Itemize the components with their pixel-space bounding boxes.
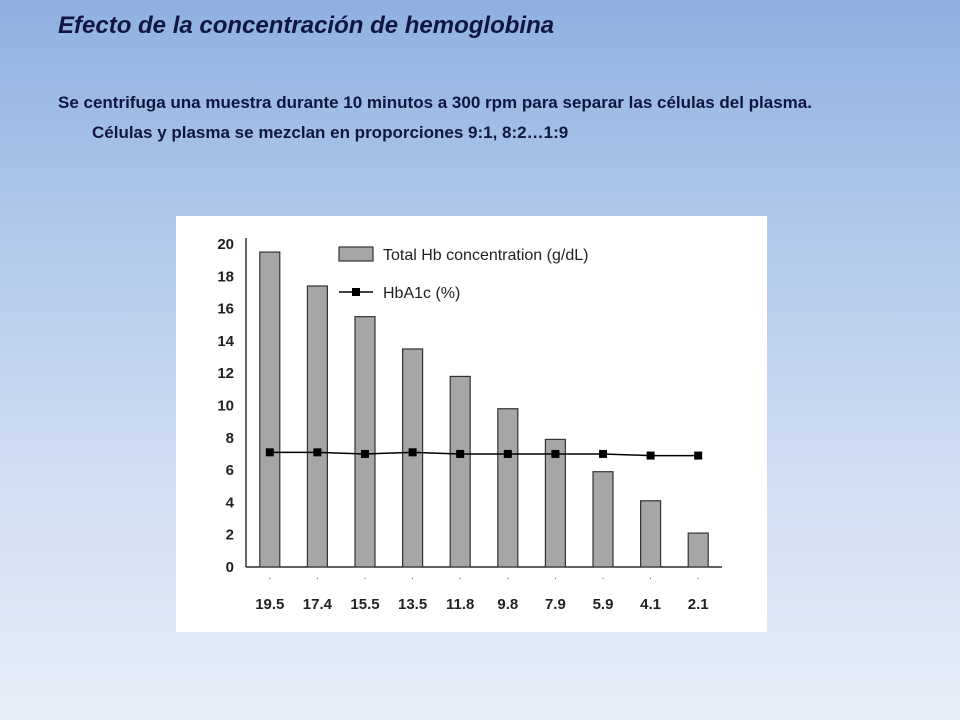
hba1c-point <box>694 452 702 460</box>
legend-line-marker <box>352 288 360 296</box>
x-tick-mark: · <box>268 573 272 584</box>
hba1c-point <box>504 450 512 458</box>
y-tick-label: 14 <box>217 332 234 350</box>
hba1c-point <box>266 448 274 456</box>
x-tick-mark: · <box>601 573 605 584</box>
hba1c-point <box>361 450 369 458</box>
bar <box>641 501 661 567</box>
x-tick-label: 7.9 <box>544 596 566 613</box>
x-tick-label: 9.8 <box>497 596 519 613</box>
bar <box>403 349 423 567</box>
x-tick-label: 13.5 <box>397 596 428 613</box>
x-tick-mark: · <box>696 573 700 584</box>
y-tick-label: 8 <box>225 429 234 447</box>
procedure-paragraph: Se centrifuga una muestra durante 10 minutos a 300 rpm para separar las células del plasma. <box>58 93 812 112</box>
x-tick-mark: · <box>648 573 653 584</box>
mixing-paragraph: Células y plasma se mezclan en proporciones 9:1, 8:2…1:9 <box>92 122 569 142</box>
chart-container <box>176 216 767 632</box>
hba1c-point <box>599 450 607 458</box>
y-tick-label: 2 <box>225 526 234 544</box>
x-tick-mark: · <box>363 573 367 584</box>
x-tick-mark: · <box>553 573 558 584</box>
bar <box>355 317 375 567</box>
x-tick-label: 15.5 <box>350 596 380 613</box>
x-tick-label: 11.8 <box>446 596 475 613</box>
x-tick-label: 5.9 <box>592 596 614 613</box>
slide-body <box>58 90 918 145</box>
x-tick-label: 19.5 <box>255 596 285 613</box>
y-tick-label: 16 <box>217 300 234 318</box>
x-tick-mark: · <box>458 573 462 584</box>
bar <box>260 252 280 567</box>
x-tick-label: 4.1 <box>640 596 662 613</box>
bar <box>545 439 565 567</box>
bar <box>450 376 470 567</box>
y-tick-label: 12 <box>217 365 234 383</box>
legend-line-label: HbA1c (%) <box>383 285 461 302</box>
hba1c-point <box>456 450 464 458</box>
hba1c-point <box>647 452 655 460</box>
y-tick-label: 6 <box>225 462 234 480</box>
x-tick-mark: · <box>506 573 510 584</box>
x-tick-label: 2.1 <box>687 596 709 613</box>
hb-chart <box>176 216 767 632</box>
hba1c-point <box>551 450 559 458</box>
x-tick-label: 17.4 <box>302 596 333 613</box>
bar <box>498 409 518 567</box>
x-tick-mark: · <box>315 573 320 584</box>
hba1c-point <box>313 448 321 456</box>
slide-title: Efecto de la concentración de hemoglobina <box>58 12 555 39</box>
legend-bar-swatch <box>339 247 373 261</box>
bar <box>307 286 327 567</box>
y-tick-label: 18 <box>217 268 234 286</box>
legend-bar-label: Total Hb concentration (g/dL) <box>383 247 589 264</box>
y-tick-label: 4 <box>225 494 234 512</box>
hba1c-line <box>270 452 698 455</box>
y-tick-label: 20 <box>217 236 234 253</box>
y-tick-label: 10 <box>217 397 234 415</box>
x-tick-mark: · <box>410 573 415 584</box>
hba1c-point <box>409 448 417 456</box>
bar <box>593 472 613 567</box>
y-tick-label: 0 <box>225 559 234 576</box>
bar <box>688 533 708 567</box>
